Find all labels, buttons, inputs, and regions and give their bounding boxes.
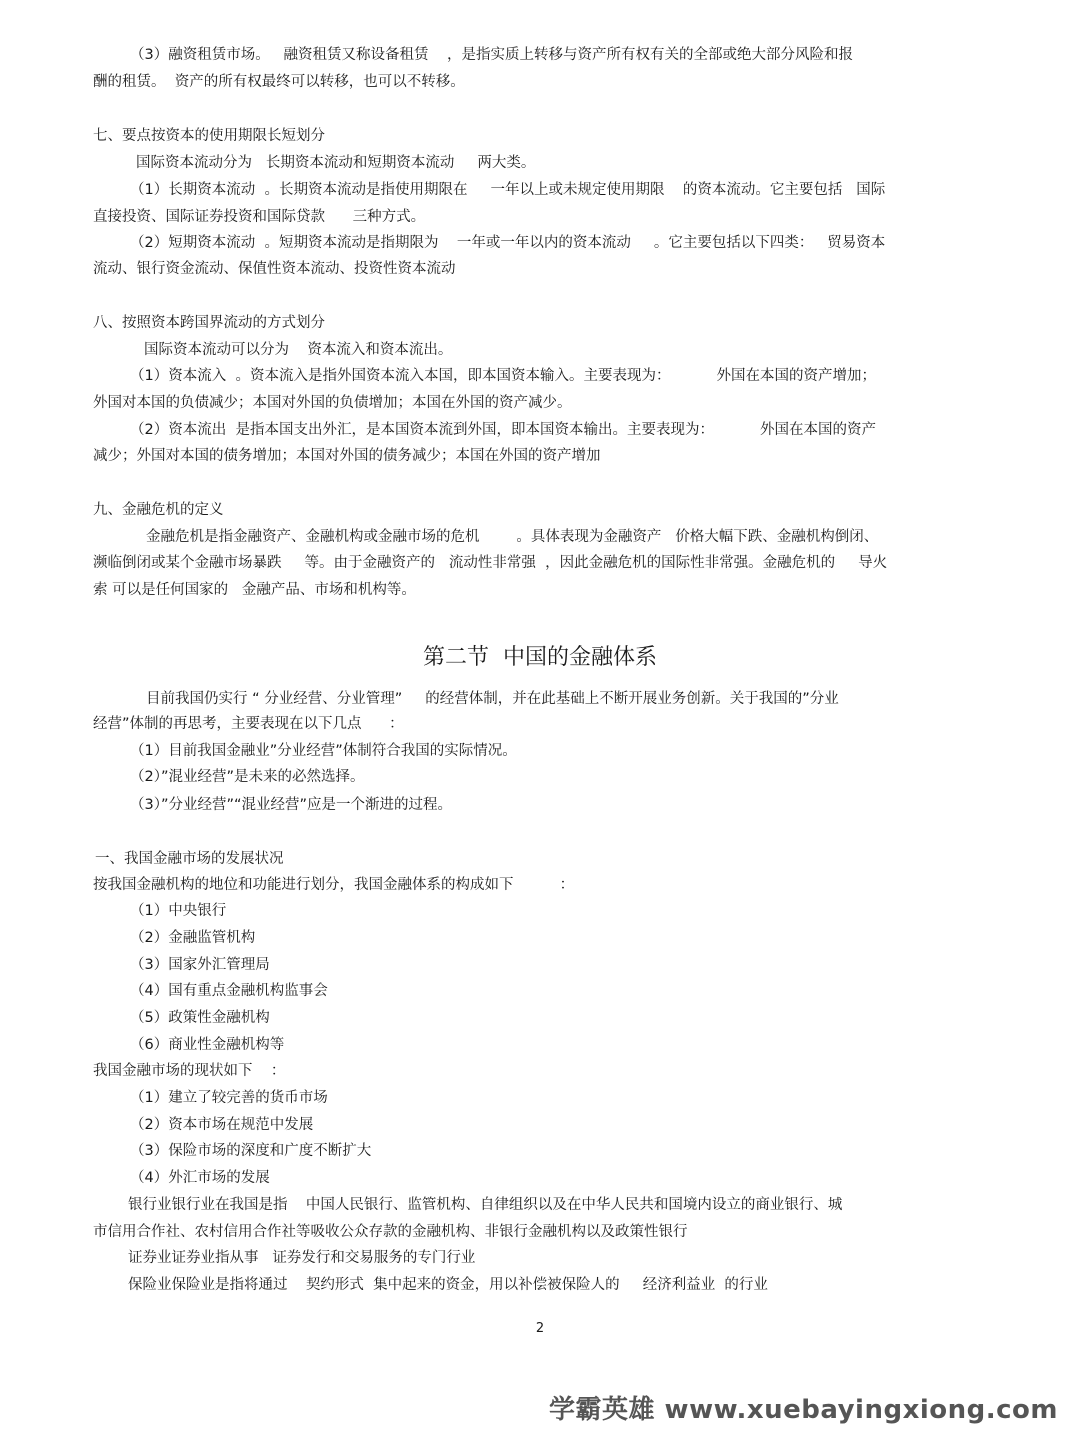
section-heading: 八、按照资本跨国界流动的方式划分 [93, 315, 325, 331]
text-line: （2）资本流出 是指本国支出外汇，是本国资本流到外国，即本国资本输出。主要表现为： 外国在本国的资产 [130, 422, 877, 438]
text-line: （1）长期资本流动 。长期资本流动是指使用期限在 一年以上或未规定使用期限 的资本流动。它主要包括 国际 [130, 182, 886, 198]
list-item: （3）”分业经营”“混业经营”应是一个渐进的过程。 [130, 797, 453, 813]
text-line: 金融危机是指金融资产、金融机构或金融市场的危机 。具体表现为金融资产 价格大幅下跌、金融机构倒闭、 [146, 529, 879, 545]
watermark: 学霸英雄 www.xuebayingxiong.com [549, 1395, 1058, 1425]
list-item: （5）政策性金融机构 [130, 1010, 270, 1026]
list-item: （4）国有重点金融机构监事会 [130, 983, 328, 999]
list-item: （3）国家外汇管理局 [130, 957, 270, 973]
text-line: 减少；外国对本国的债务增加；本国对外国的债务减少；本国在外国的资产增加 [93, 448, 601, 464]
text-line: 证券业证券业指从事 证券发行和交易服务的专门行业 [128, 1250, 476, 1266]
text-line: 索 可以是任何国家的 金融产品、市场和机构等。 [93, 582, 416, 598]
text-line: 直接投资、国际证券投资和国际贷款 三种方式。 [93, 209, 426, 225]
text-line: 银行业银行业在我国是指 中国人民银行、监管机构、自律组织以及在中华人民共和国境内设立的商业银行、城 [128, 1197, 843, 1213]
text-line: 我国金融市场的现状如下 ： [93, 1063, 286, 1079]
section-heading: 九、金融危机的定义 [93, 502, 224, 518]
section-heading: 七、要点按资本的使用期限长短划分 [93, 128, 325, 144]
list-item: （2）金融监管机构 [130, 930, 256, 946]
text-line: 按我国金融机构的地位和功能进行划分，我国金融体系的构成如下 ： [93, 877, 575, 893]
list-item: （4）外汇市场的发展 [130, 1170, 270, 1186]
text-line: （2）短期资本流动 。短期资本流动是指期限为 一年或一年以内的资本流动 。它主要包括以下四类： 贸易资本 [130, 235, 886, 251]
page-number: 2 [535, 1321, 545, 1336]
text-line: 目前我国仍实行 “ 分业经营、分业管理” 的经营体制，并在此基础上不断开展业务创新。关于我国的”分业 [146, 691, 839, 707]
list-item: （3）保险市场的深度和广度不断扩大 [130, 1143, 372, 1159]
list-item: （2）资本市场在规范中发展 [130, 1117, 314, 1133]
section-heading: 一、我国金融市场的发展状况 [95, 851, 284, 867]
list-item: （6）商业性金融机构等 [130, 1037, 285, 1053]
text-line: 濒临倒闭或某个金融市场暴跌 等。由于金融资产的 流动性非常强 ，因此金融危机的国际性非常强。金融危机的 导火 [93, 555, 888, 571]
text-line: 国际资本流动分为 长期资本流动和短期资本流动 两大类。 [136, 155, 536, 171]
text-line: 国际资本流动可以分为 资本流入和资本流出。 [144, 342, 453, 358]
list-item: （1）中央银行 [130, 903, 227, 919]
list-item: （1）建立了较完善的货币市场 [130, 1090, 328, 1106]
text-line: 保险业保险业是指将通过 契约形式 集中起来的资金，用以补偿被保险人的 经济利益业 的行业 [128, 1277, 768, 1293]
text-line: 经营”体制的再思考，主要表现在以下几点 ： [93, 716, 404, 732]
list-item: （2）”混业经营”是未来的必然选择。 [130, 769, 365, 785]
text-line: （3）融资租赁市场。 融资租赁又称设备租赁 ，是指实质上转移与资产所有权有关的全部或绝大部分风险和报 [130, 47, 853, 63]
text-line: （1）资本流入 。资本流入是指外国资本流入本国，即本国资本输入。主要表现为： 外国在本国的资产增加； [130, 368, 877, 384]
section-title: 第二节 中国的金融体系 [423, 645, 657, 670]
text-line: 市信用合作社、农村信用合作社等吸收公众存款的金融机构、非银行金融机构以及政策性银行 [93, 1224, 688, 1240]
list-item: （1）目前我国金融业”分业经营”体制符合我国的实际情况。 [130, 743, 517, 759]
text-line: 酬的租赁。 资产的所有权最终可以转移，也可以不转移。 [93, 74, 465, 90]
text-line: 流动、银行资金流动、保值性资本流动、投资性资本流动 [93, 261, 456, 277]
text-line: 外国对本国的负债减少；本国对外国的负债增加；本国在外国的资产减少。 [93, 395, 572, 411]
